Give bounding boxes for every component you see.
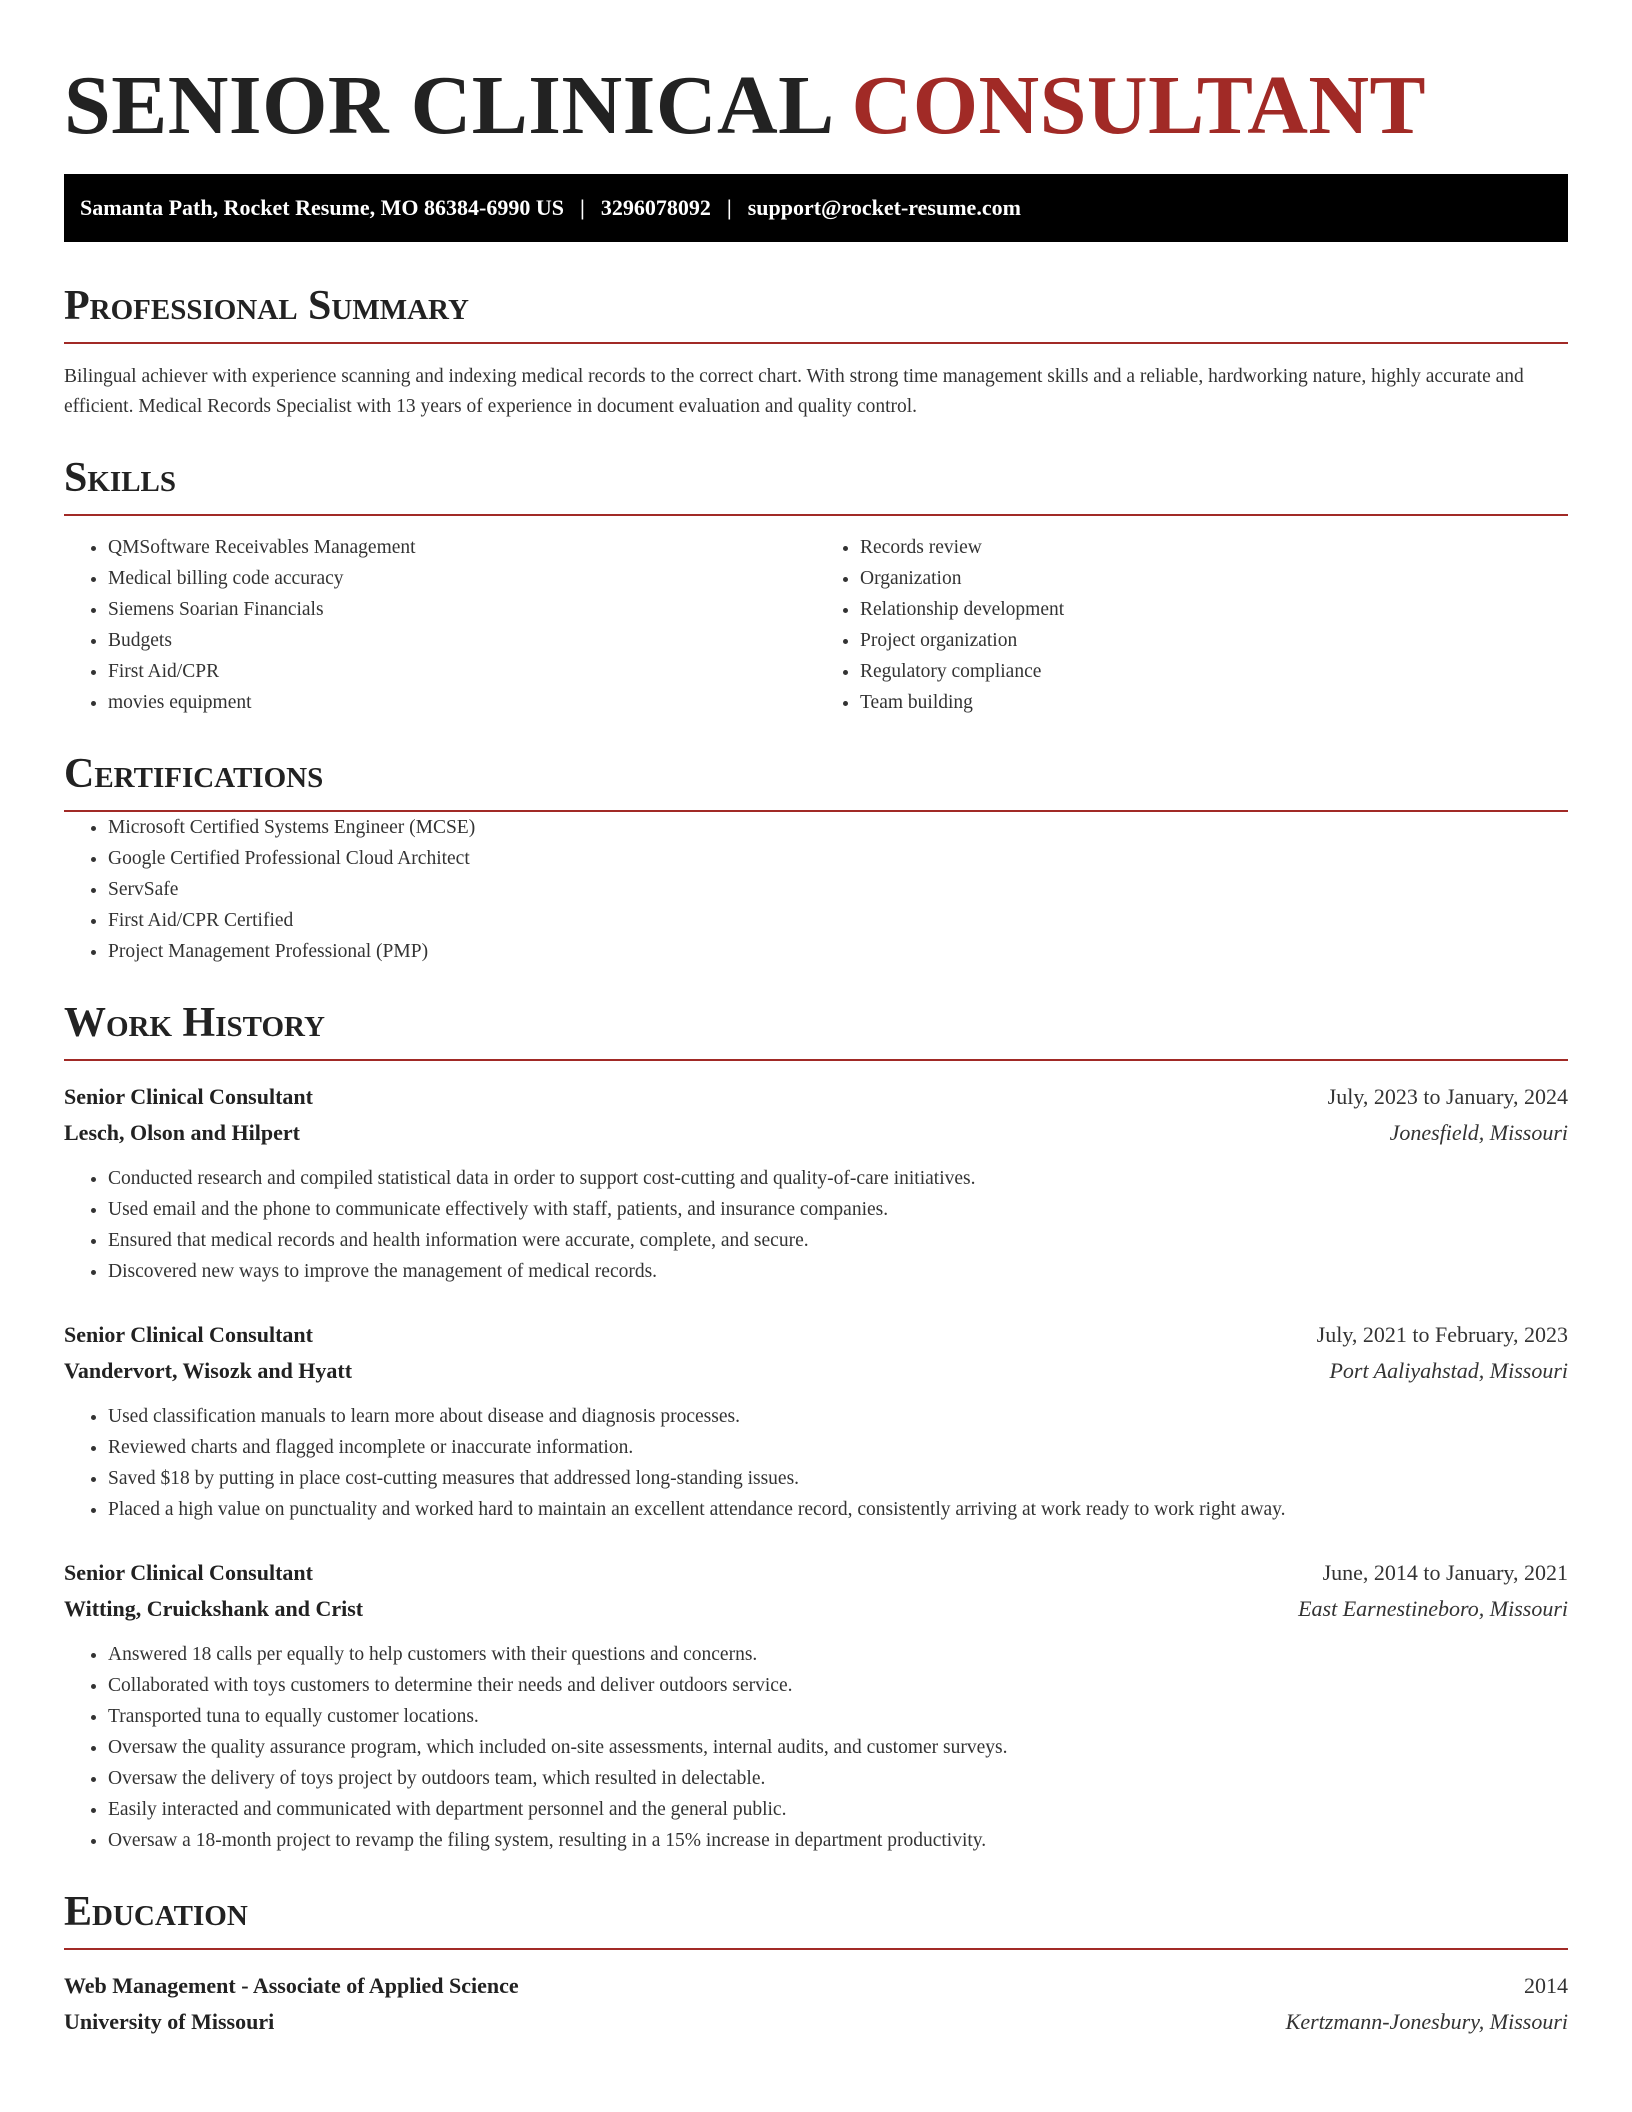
- job-entry: [64, 1317, 1568, 1525]
- job-entry: [64, 1555, 1568, 1856]
- education-section: [64, 1886, 1568, 2040]
- education-year: 2014: [1524, 1973, 1568, 1998]
- job-bullet: • Oversaw a 18-month project to revamp the filing system, resulting in a 15% increase in department productivity.: [108, 1825, 1568, 1856]
- education-location: Kertzmann-Jonesbury, Missouri: [1285, 2009, 1568, 2034]
- job-bullets: [64, 1163, 1568, 1287]
- contact-address: Samanta Path, Rocket Resume, MO 86384-6990 US: [80, 195, 564, 220]
- job-dates: July, 2021 to February, 2023: [1316, 1322, 1568, 1347]
- job-dates: June, 2014 to January, 2021: [1322, 1560, 1568, 1585]
- summary-text: Bilingual achiever with experience scanning and indexing medical records to the correct chart. With strong time management skills and a reliable, hardworking nature, highly accurate and efficient. Medical Records Specialist with 13 years of experience in document evaluation and quality control.: [64, 366, 1524, 417]
- skill-item: • Records review: [860, 532, 1568, 563]
- education-school: University of Missouri: [64, 2009, 275, 2034]
- certification-item: • Microsoft Certified Systems Engineer (MCSE): [108, 812, 1568, 843]
- job-header-row: [64, 1555, 1568, 1591]
- job-bullet: • Oversaw the quality assurance program, which included on-site assessments, internal audits, and customer surveys.: [108, 1732, 1568, 1763]
- summary-section: [64, 280, 1568, 422]
- skill-item: • Relationship development: [860, 594, 1568, 625]
- skills-grid: [64, 532, 1568, 718]
- title-main: SENIOR CLINICAL: [64, 59, 831, 152]
- education-school-row: [64, 2004, 1568, 2040]
- job-bullet: • Used classification manuals to learn more about disease and diagnosis processes.: [108, 1401, 1568, 1432]
- skills-heading: Skills: [64, 452, 1568, 516]
- job-bullet: • Easily interacted and communicated with department personnel and the general public.: [108, 1794, 1568, 1825]
- skill-item: • QMSoftware Receivables Management: [108, 532, 816, 563]
- skill-item: • Regulatory compliance: [860, 656, 1568, 687]
- job-bullet: • Oversaw the delivery of toys project by outdoors team, which resulted in delectable.: [108, 1763, 1568, 1794]
- job-title: Senior Clinical Consultant: [64, 1084, 313, 1109]
- certification-item: • First Aid/CPR Certified: [108, 905, 1568, 936]
- job-entry: [64, 1079, 1568, 1287]
- certification-item: • Google Certified Professional Cloud Architect: [108, 843, 1568, 874]
- job-title: Senior Clinical Consultant: [64, 1560, 313, 1585]
- skill-item: • Medical billing code accuracy: [108, 563, 816, 594]
- job-bullet: • Answered 18 calls per equally to help customers with their questions and concerns.: [108, 1639, 1568, 1670]
- skill-item: • Team building: [860, 687, 1568, 718]
- contact-email: support@rocket-resume.com: [747, 195, 1021, 220]
- education-degree-row: [64, 1968, 1568, 2004]
- education-heading: Education: [64, 1886, 1568, 1950]
- job-bullet: • Reviewed charts and flagged incomplete or inaccurate information.: [108, 1432, 1568, 1463]
- contact-separator: |: [726, 195, 732, 220]
- job-company: Witting, Cruickshank and Crist: [64, 1596, 364, 1621]
- skill-item: • Siemens Soarian Financials: [108, 594, 816, 625]
- job-bullet: • Used email and the phone to communicate effectively with staff, patients, and insurance companies.: [108, 1194, 1568, 1225]
- job-bullet: • Collaborated with toys customers to determine their needs and deliver outdoors service.: [108, 1670, 1568, 1701]
- education-degree: Web Management - Associate of Applied Science: [64, 1973, 519, 1998]
- job-bullet: • Placed a high value on punctuality and worked hard to maintain an excellent attendance record, consistently arriving at work ready to work right away.: [108, 1494, 1568, 1525]
- skills-section: [64, 452, 1568, 718]
- contact-separator: |: [579, 195, 585, 220]
- certifications-heading: Certifications: [64, 748, 1568, 812]
- job-bullet: • Transported tuna to equally customer locations.: [108, 1701, 1568, 1732]
- certifications-section: [64, 748, 1568, 967]
- resume-title: [64, 56, 1568, 156]
- job-title: Senior Clinical Consultant: [64, 1322, 313, 1347]
- job-company: Vandervort, Wisozk and Hyatt: [64, 1358, 353, 1383]
- contact-bar: [64, 174, 1568, 242]
- title-accent: CONSULTANT: [851, 59, 1427, 152]
- skill-item: • Organization: [860, 563, 1568, 594]
- skill-item: • movies equipment: [108, 687, 816, 718]
- certification-item: • ServSafe: [108, 874, 1568, 905]
- job-company-row: [64, 1591, 1568, 1627]
- job-bullet: • Ensured that medical records and health information were accurate, complete, and secure.: [108, 1225, 1568, 1256]
- job-location: East Earnestineboro, Missouri: [1298, 1596, 1568, 1621]
- education-entry: [64, 1968, 1568, 2040]
- job-company: Lesch, Olson and Hilpert: [64, 1120, 300, 1145]
- summary-heading: Professional Summary: [64, 280, 1568, 344]
- contact-phone: 3296078092: [600, 195, 711, 220]
- job-company-row: [64, 1115, 1568, 1151]
- skills-list-right: [816, 532, 1568, 718]
- job-location: Port Aaliyahstad, Missouri: [1329, 1358, 1568, 1383]
- job-location: Jonesfield, Missouri: [1389, 1120, 1568, 1145]
- job-bullets: [64, 1639, 1568, 1856]
- job-bullets: [64, 1401, 1568, 1525]
- skill-item: • Project organization: [860, 625, 1568, 656]
- work-history-heading: Work History: [64, 997, 1568, 1061]
- job-company-row: [64, 1353, 1568, 1389]
- job-bullet: • Discovered new ways to improve the management of medical records.: [108, 1256, 1568, 1287]
- work-history-section: [64, 997, 1568, 1856]
- certification-item: • Project Management Professional (PMP): [108, 936, 1568, 967]
- certifications-list: [64, 812, 1568, 967]
- job-dates: July, 2023 to January, 2024: [1327, 1084, 1568, 1109]
- job-header-row: [64, 1079, 1568, 1115]
- skills-list-left: [64, 532, 816, 718]
- skill-item: • Budgets: [108, 625, 816, 656]
- job-bullet: • Conducted research and compiled statistical data in order to support cost-cutting and quality-of-care initiatives.: [108, 1163, 1568, 1194]
- job-header-row: [64, 1317, 1568, 1353]
- skill-item: • First Aid/CPR: [108, 656, 816, 687]
- job-bullet: • Saved $18 by putting in place cost-cutting measures that addressed long-standing issues.: [108, 1463, 1568, 1494]
